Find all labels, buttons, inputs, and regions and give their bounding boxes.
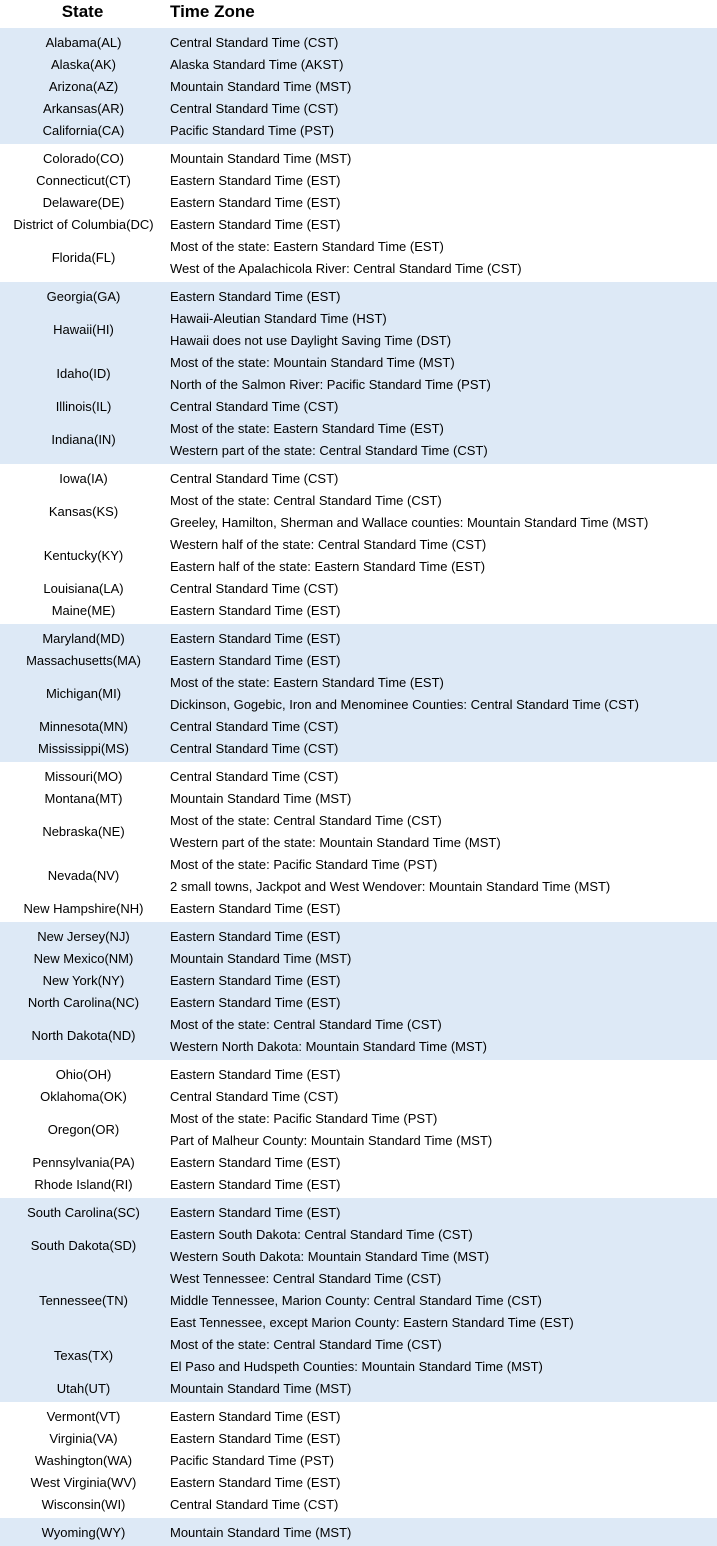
state-cell: Montana(MT) xyxy=(44,791,123,806)
table-row xyxy=(0,1378,717,1400)
time-zone-line: 2 small towns, Jackpot and West Wendover: Mountain Standard Time (MST) xyxy=(170,879,611,894)
time-zone-line: Eastern Standard Time (EST) xyxy=(170,603,341,618)
time-zone-cell xyxy=(170,490,715,534)
time-zone-line: West Tennessee: Central Standard Time (CST) xyxy=(170,1271,442,1286)
time-zone-cell xyxy=(170,1152,715,1174)
time-zone-line: Central Standard Time (CST) xyxy=(170,471,339,486)
state-cell: South Carolina(SC) xyxy=(27,1205,140,1220)
time-zone-cell xyxy=(170,628,715,650)
time-zone-line: Central Standard Time (CST) xyxy=(170,769,339,784)
time-zone-cell xyxy=(170,926,715,948)
time-zone-cell xyxy=(170,992,715,1014)
table-row xyxy=(0,578,717,600)
row-group xyxy=(0,922,717,1060)
time-zone-cell xyxy=(170,1406,715,1428)
table-row xyxy=(0,352,717,396)
time-zone-cell xyxy=(170,396,715,418)
time-zone-line: Alaska Standard Time (AKST) xyxy=(170,57,344,72)
state-cell: Alabama(AL) xyxy=(45,35,122,50)
time-zone-cell xyxy=(170,788,715,810)
table-row xyxy=(0,1494,717,1516)
table-row xyxy=(0,738,717,760)
state-cell: Iowa(IA) xyxy=(59,471,108,486)
time-zone-line: Eastern Standard Time (EST) xyxy=(170,631,341,646)
state-cell: Tennessee(TN) xyxy=(39,1293,128,1308)
time-zone-line: Eastern Standard Time (EST) xyxy=(170,1431,341,1446)
time-zone-line: Eastern Standard Time (EST) xyxy=(170,1205,341,1220)
time-zone-cell xyxy=(170,854,715,898)
time-zone-cell xyxy=(170,650,715,672)
time-zone-cell xyxy=(170,1428,715,1450)
table-row xyxy=(0,418,717,462)
state-cell: New Hampshire(NH) xyxy=(23,901,144,916)
row-group xyxy=(0,624,717,762)
row-group xyxy=(0,28,717,144)
time-zone-cell xyxy=(170,192,715,214)
table-row xyxy=(0,98,717,120)
state-cell: Mississippi(MS) xyxy=(38,741,129,756)
state-cell: Kansas(KS) xyxy=(48,504,119,519)
time-zone-cell xyxy=(170,1064,715,1086)
time-zone-line: East Tennessee, except Marion County: Eastern Standard Time (EST) xyxy=(170,1315,574,1330)
time-zone-line: Central Standard Time (CST) xyxy=(170,719,339,734)
table-row xyxy=(0,286,717,308)
time-zone-cell xyxy=(170,600,715,622)
table-row xyxy=(0,788,717,810)
table-row xyxy=(0,650,717,672)
time-zone-cell xyxy=(170,418,715,462)
table-row xyxy=(0,1224,717,1268)
state-cell: Arkansas(AR) xyxy=(43,101,124,116)
table-row xyxy=(0,192,717,214)
time-zone-line: Eastern Standard Time (EST) xyxy=(170,1155,341,1170)
table-row xyxy=(0,1108,717,1152)
state-cell: Nevada(NV) xyxy=(47,868,120,883)
time-zone-line: Mountain Standard Time (MST) xyxy=(170,951,352,966)
table-row xyxy=(0,32,717,54)
time-zone-line: Eastern Standard Time (EST) xyxy=(170,653,341,668)
state-cell: Oklahoma(OK) xyxy=(40,1089,127,1104)
time-zone-line: Eastern Standard Time (EST) xyxy=(170,195,341,210)
time-zone-line: Central Standard Time (CST) xyxy=(170,1497,339,1512)
state-cell: Texas(TX) xyxy=(53,1348,114,1363)
state-cell: Wisconsin(WI) xyxy=(41,1497,126,1512)
time-zone-line: Central Standard Time (CST) xyxy=(170,1089,339,1104)
time-zone-line: Mountain Standard Time (MST) xyxy=(170,79,352,94)
time-zone-line: Central Standard Time (CST) xyxy=(170,581,339,596)
table-row xyxy=(0,1014,717,1058)
table-row xyxy=(0,120,717,142)
table-row xyxy=(0,1472,717,1494)
time-zone-cell xyxy=(170,766,715,788)
table-row xyxy=(0,468,717,490)
table-row xyxy=(0,810,717,854)
time-zone-cell xyxy=(170,970,715,992)
table-row xyxy=(0,1406,717,1428)
time-zone-cell xyxy=(170,578,715,600)
state-cell: Kentucky(KY) xyxy=(43,548,124,563)
table-row xyxy=(0,1064,717,1086)
state-cell: New Jersey(NJ) xyxy=(37,929,130,944)
time-zone-line: Eastern Standard Time (EST) xyxy=(170,1177,341,1192)
time-zone-cell xyxy=(170,1014,715,1058)
table-row xyxy=(0,396,717,418)
time-zone-line: Greeley, Hamilton, Sherman and Wallace counties: Mountain Standard Time (MST) xyxy=(170,515,649,530)
time-zone-line: Central Standard Time (CST) xyxy=(170,35,339,50)
time-zone-line: Central Standard Time (CST) xyxy=(170,399,339,414)
time-zone-cell xyxy=(170,170,715,192)
time-zone-cell xyxy=(170,1224,715,1268)
state-cell: Alaska(AK) xyxy=(50,57,117,72)
row-group xyxy=(0,1198,717,1402)
time-zone-line: Eastern Standard Time (EST) xyxy=(170,1067,341,1082)
table-row xyxy=(0,992,717,1014)
time-zone-line: Western part of the state: Central Standard Time (CST) xyxy=(170,443,488,458)
table-row xyxy=(0,970,717,992)
state-cell: Illinois(IL) xyxy=(55,399,112,414)
time-zone-line: Western South Dakota: Mountain Standard Time (MST) xyxy=(170,1249,490,1264)
time-zone-line: Most of the state: Pacific Standard Time (PST) xyxy=(170,1111,438,1126)
time-zone-cell xyxy=(170,54,715,76)
row-group xyxy=(0,464,717,624)
state-cell: Utah(UT) xyxy=(56,1381,111,1396)
state-cell: Maine(ME) xyxy=(51,603,116,618)
time-zone-line: North of the Salmon River: Pacific Standard Time (PST) xyxy=(170,377,491,392)
state-cell: Louisiana(LA) xyxy=(43,581,124,596)
time-zone-cell xyxy=(170,148,715,170)
table-row xyxy=(0,236,717,280)
time-zone-line: Hawaii does not use Daylight Saving Time (DST) xyxy=(170,333,452,348)
time-zone-cell xyxy=(170,120,715,142)
table-row xyxy=(0,628,717,650)
row-group xyxy=(0,1060,717,1198)
time-zone-line: West of the Apalachicola River: Central Standard Time (CST) xyxy=(170,261,522,276)
time-zone-cell xyxy=(170,1086,715,1108)
state-cell: Delaware(DE) xyxy=(42,195,125,210)
time-zone-line: Eastern South Dakota: Central Standard Time (CST) xyxy=(170,1227,473,1242)
time-zone-cell xyxy=(170,1268,715,1334)
row-group xyxy=(0,1402,717,1518)
table-row xyxy=(0,490,717,534)
time-zone-cell xyxy=(170,308,715,352)
time-zone-line: Eastern Standard Time (EST) xyxy=(170,973,341,988)
state-cell: South Dakota(SD) xyxy=(30,1238,137,1253)
table-row xyxy=(0,1202,717,1224)
table-header xyxy=(0,0,717,28)
state-cell: Colorado(CO) xyxy=(43,151,124,166)
time-zone-line: Mountain Standard Time (MST) xyxy=(170,791,352,806)
time-zone-line: Most of the state: Central Standard Time (CST) xyxy=(170,813,442,828)
state-cell: Minnesota(MN) xyxy=(39,719,128,734)
table-row xyxy=(0,1174,717,1196)
time-zone-line: Most of the state: Eastern Standard Time (EST) xyxy=(170,421,444,436)
table-row xyxy=(0,1522,717,1544)
time-zone-line: Most of the state: Central Standard Time (CST) xyxy=(170,493,442,508)
time-zone-cell xyxy=(170,352,715,396)
state-cell: Georgia(GA) xyxy=(46,289,121,304)
table-row xyxy=(0,926,717,948)
state-cell: Arizona(AZ) xyxy=(48,79,119,94)
time-zone-line: Most of the state: Pacific Standard Time (PST) xyxy=(170,857,438,872)
time-zone-cell xyxy=(170,810,715,854)
state-cell: Ohio(OH) xyxy=(55,1067,112,1082)
table-row xyxy=(0,1334,717,1378)
table-row xyxy=(0,148,717,170)
time-zone-line: Dickinson, Gogebic, Iron and Menominee Counties: Central Standard Time (CST) xyxy=(170,697,639,712)
time-zone-line: Middle Tennessee, Marion County: Central Standard Time (CST) xyxy=(170,1293,542,1308)
time-zone-cell xyxy=(170,738,715,760)
time-zone-line: Mountain Standard Time (MST) xyxy=(170,151,352,166)
table-row xyxy=(0,1086,717,1108)
time-zone-cell xyxy=(170,1174,715,1196)
time-zone-line: Eastern Standard Time (EST) xyxy=(170,901,341,916)
time-zone-cell xyxy=(170,1202,715,1224)
time-zone-cell xyxy=(170,1378,715,1400)
table-row xyxy=(0,170,717,192)
time-zone-cell xyxy=(170,1522,715,1544)
time-zone-line: Eastern Standard Time (EST) xyxy=(170,1475,341,1490)
time-zone-cell xyxy=(170,98,715,120)
time-zone-line: Central Standard Time (CST) xyxy=(170,741,339,756)
time-zone-cell xyxy=(170,1494,715,1516)
state-cell: California(CA) xyxy=(42,123,125,138)
time-zone-line: Pacific Standard Time (PST) xyxy=(170,1453,334,1468)
state-cell: Florida(FL) xyxy=(51,250,116,265)
header-time-zone: Time Zone xyxy=(170,2,255,21)
table-row xyxy=(0,308,717,352)
time-zone-cell xyxy=(170,672,715,716)
time-zone-line: Eastern Standard Time (EST) xyxy=(170,217,341,232)
state-cell: Washington(WA) xyxy=(34,1453,133,1468)
table-row xyxy=(0,534,717,578)
state-cell: North Dakota(ND) xyxy=(31,1028,136,1043)
state-cell: Idaho(ID) xyxy=(56,366,111,381)
header-state: State xyxy=(61,2,104,21)
state-cell: District of Columbia(DC) xyxy=(13,217,154,232)
state-cell: Hawaii(HI) xyxy=(53,322,114,337)
time-zone-line: Hawaii-Aleutian Standard Time (HST) xyxy=(170,311,387,326)
time-zone-cell xyxy=(170,214,715,236)
time-zone-line: Part of Malheur County: Mountain Standard Time (MST) xyxy=(170,1133,493,1148)
time-zone-cell xyxy=(170,1450,715,1472)
time-zone-cell xyxy=(170,898,715,920)
time-zone-cell xyxy=(170,1334,715,1378)
time-zone-line: Most of the state: Mountain Standard Time (MST) xyxy=(170,355,455,370)
time-zone-line: Western North Dakota: Mountain Standard Time (MST) xyxy=(170,1039,487,1054)
row-group xyxy=(0,1518,717,1546)
table-row xyxy=(0,716,717,738)
time-zone-line: Eastern Standard Time (EST) xyxy=(170,173,341,188)
time-zone-line: El Paso and Hudspeth Counties: Mountain Standard Time (MST) xyxy=(170,1359,543,1374)
time-zone-cell xyxy=(170,1472,715,1494)
row-group xyxy=(0,144,717,282)
state-cell: Connecticut(CT) xyxy=(36,173,131,188)
time-zone-line: Most of the state: Eastern Standard Time (EST) xyxy=(170,239,444,254)
table-row xyxy=(0,898,717,920)
time-zone-cell xyxy=(170,286,715,308)
table-row xyxy=(0,948,717,970)
time-zone-line: Most of the state: Central Standard Time (CST) xyxy=(170,1017,442,1032)
time-zone-line: Eastern Standard Time (EST) xyxy=(170,929,341,944)
time-zone-line: Pacific Standard Time (PST) xyxy=(170,123,334,138)
table-row xyxy=(0,854,717,898)
time-zone-cell xyxy=(170,534,715,578)
time-zone-line: Western half of the state: Central Standard Time (CST) xyxy=(170,537,487,552)
time-zone-line: Most of the state: Eastern Standard Time (EST) xyxy=(170,675,444,690)
state-cell: West Virginia(WV) xyxy=(30,1475,137,1490)
state-cell: North Carolina(NC) xyxy=(27,995,140,1010)
state-cell: New York(NY) xyxy=(42,973,125,988)
state-cell: Michigan(MI) xyxy=(45,686,122,701)
table-row xyxy=(0,1268,717,1334)
time-zone-line: Eastern Standard Time (EST) xyxy=(170,289,341,304)
time-zone-line: Eastern half of the state: Eastern Standard Time (EST) xyxy=(170,559,486,574)
state-cell: Indiana(IN) xyxy=(51,432,116,447)
time-zone-line: Central Standard Time (CST) xyxy=(170,101,339,116)
time-zone-cell xyxy=(170,76,715,98)
state-cell: Wyoming(WY) xyxy=(41,1525,126,1540)
state-cell: Massachusetts(MA) xyxy=(26,653,141,668)
table-row xyxy=(0,54,717,76)
state-cell: Oregon(OR) xyxy=(47,1122,120,1137)
state-cell: Pennsylvania(PA) xyxy=(32,1155,135,1170)
table-row xyxy=(0,766,717,788)
state-cell: Virginia(VA) xyxy=(49,1431,118,1446)
row-group xyxy=(0,282,717,464)
table-row xyxy=(0,1152,717,1174)
time-zone-line: Most of the state: Central Standard Time (CST) xyxy=(170,1337,442,1352)
time-zone-cell xyxy=(170,716,715,738)
table-row xyxy=(0,1450,717,1472)
time-zone-line: Eastern Standard Time (EST) xyxy=(170,1409,341,1424)
row-group xyxy=(0,762,717,922)
time-zone-line: Western part of the state: Mountain Standard Time (MST) xyxy=(170,835,501,850)
time-zone-cell xyxy=(170,1108,715,1152)
state-cell: Nebraska(NE) xyxy=(42,824,125,839)
table-row xyxy=(0,1428,717,1450)
time-zone-line: Mountain Standard Time (MST) xyxy=(170,1381,352,1396)
table-row xyxy=(0,76,717,98)
table-row xyxy=(0,600,717,622)
time-zone-cell xyxy=(170,948,715,970)
state-cell: Missouri(MO) xyxy=(44,769,123,784)
time-zone-line: Mountain Standard Time (MST) xyxy=(170,1525,352,1540)
table-row xyxy=(0,214,717,236)
time-zone-cell xyxy=(170,468,715,490)
time-zone-line: Eastern Standard Time (EST) xyxy=(170,995,341,1010)
state-cell: Vermont(VT) xyxy=(46,1409,121,1424)
state-cell: New Mexico(NM) xyxy=(33,951,134,966)
state-cell: Maryland(MD) xyxy=(42,631,125,646)
time-zone-cell xyxy=(170,236,715,280)
time-zone-cell xyxy=(170,32,715,54)
table-row xyxy=(0,672,717,716)
state-cell: Rhode Island(RI) xyxy=(34,1177,133,1192)
